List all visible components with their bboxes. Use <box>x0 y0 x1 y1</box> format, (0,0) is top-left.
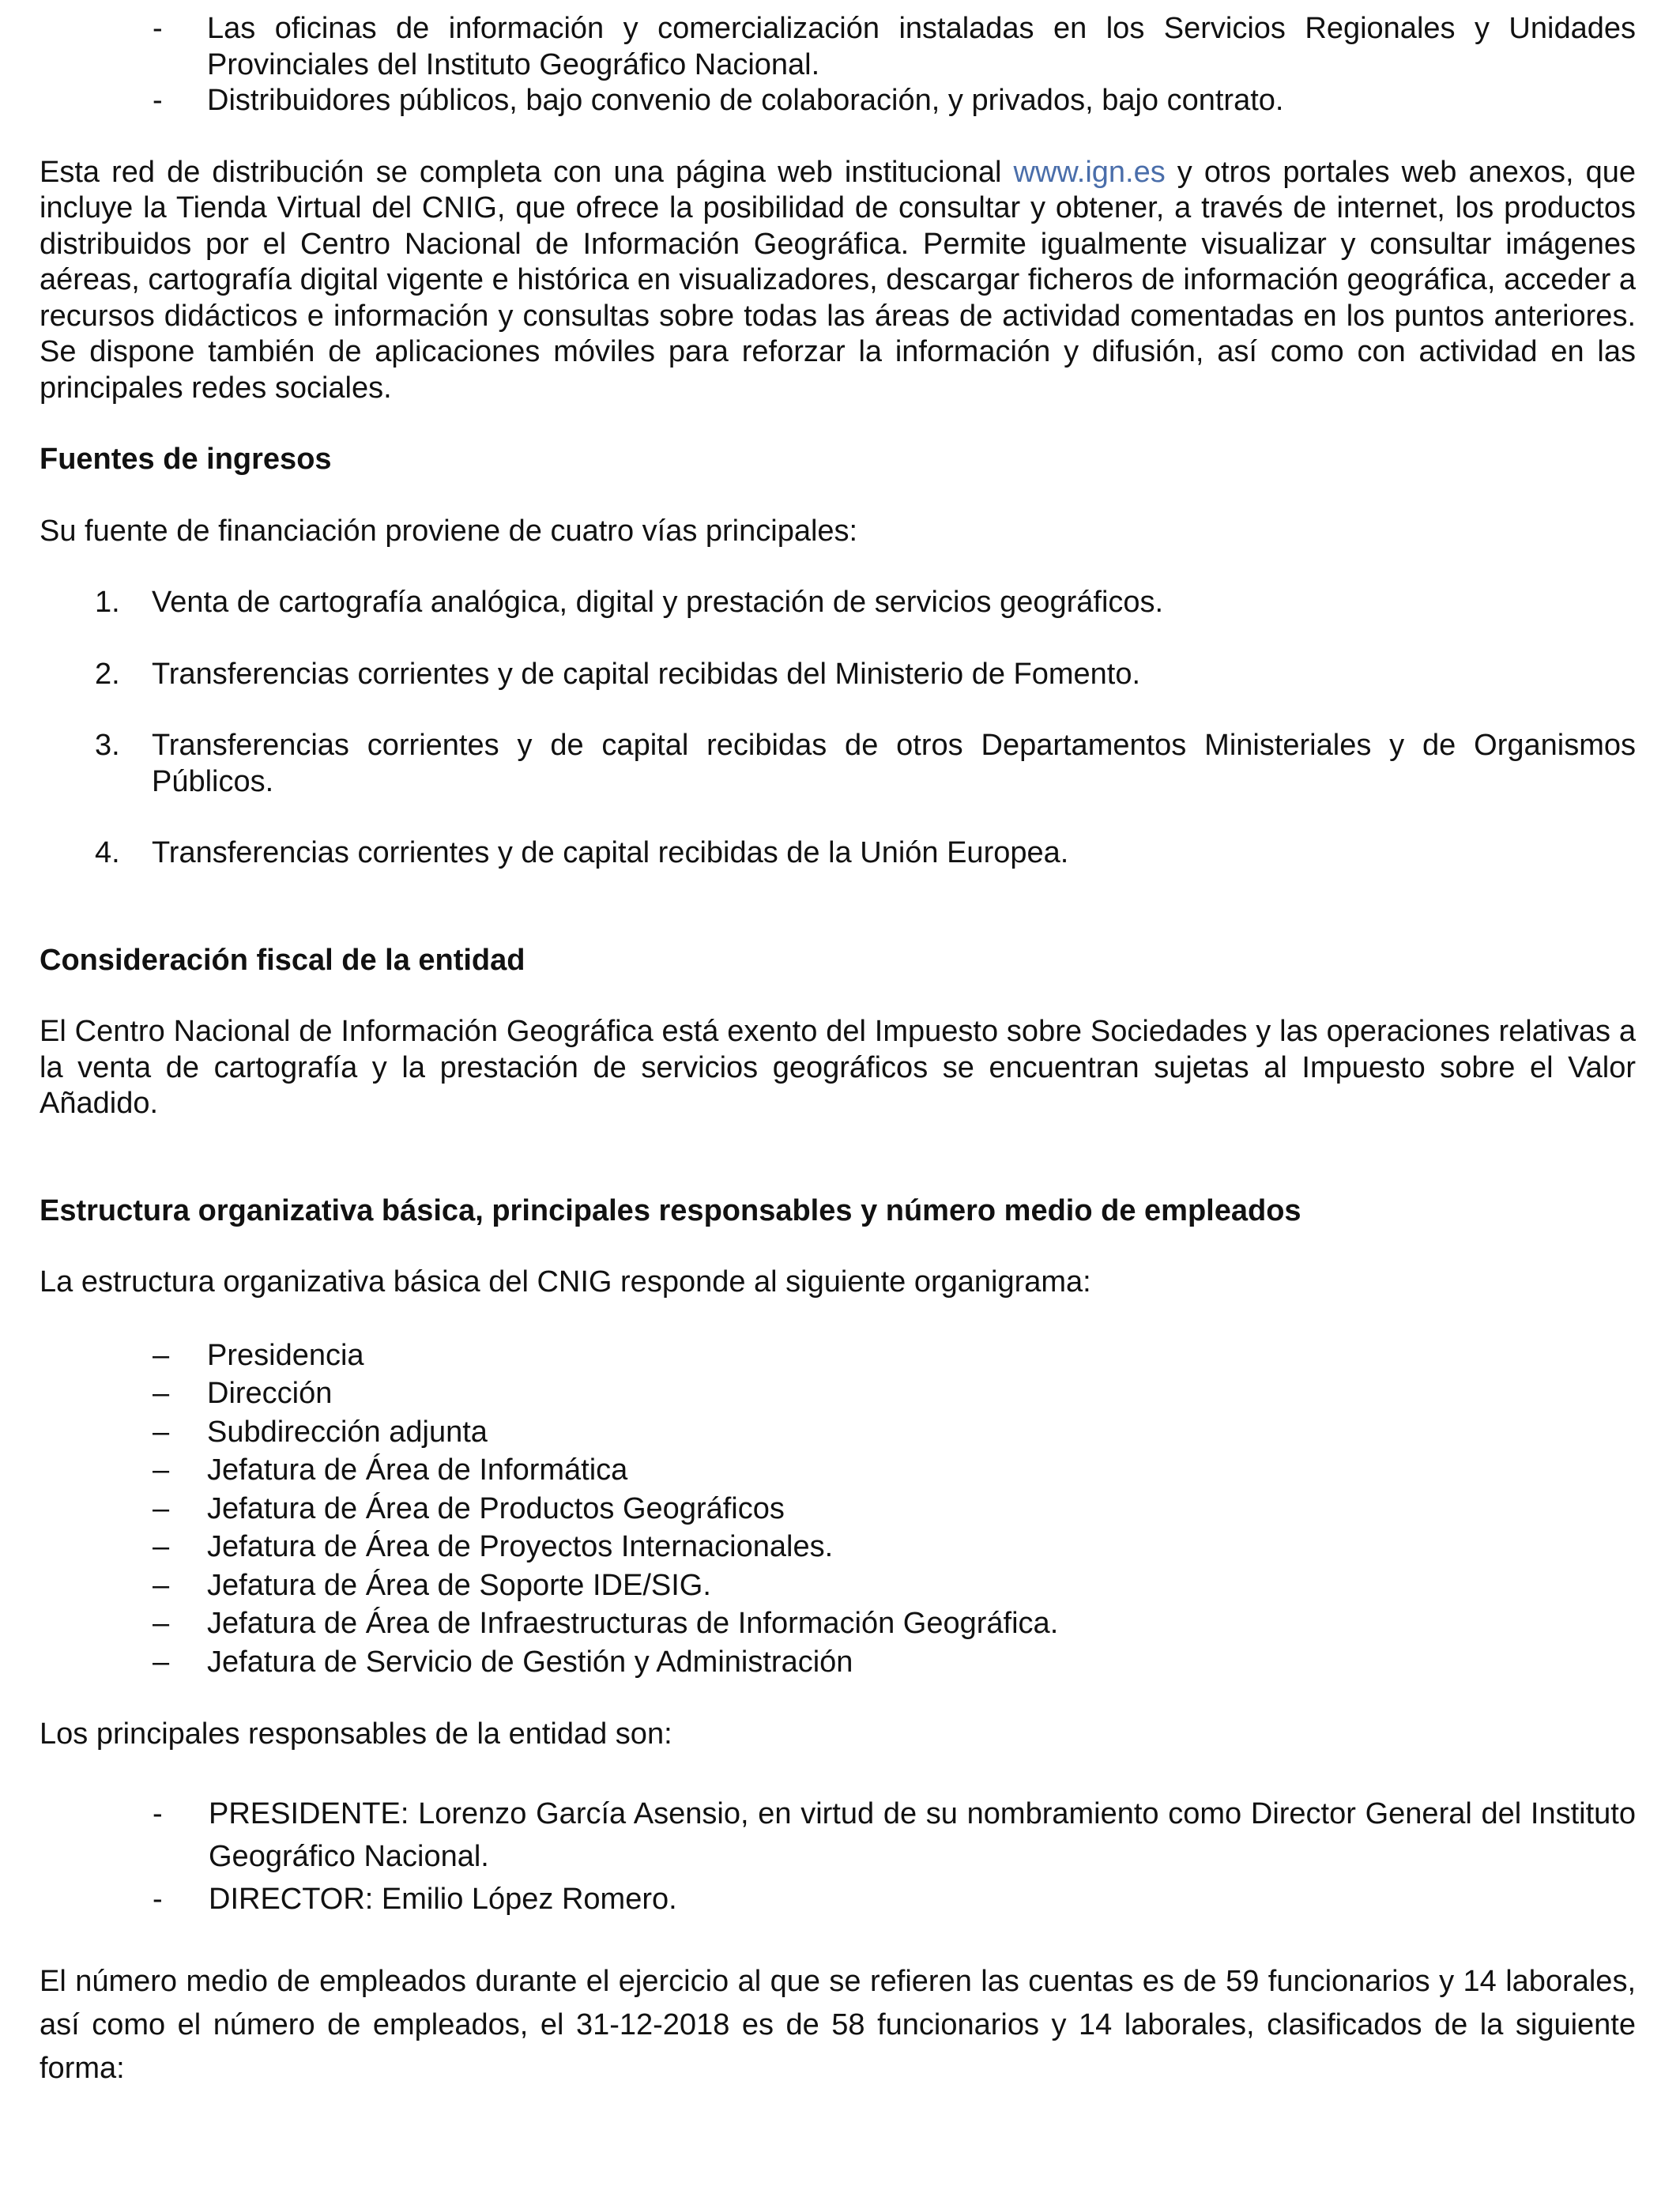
list-item <box>40 585 1636 621</box>
list-item <box>40 1793 1636 1878</box>
list-number: 1. <box>95 586 120 619</box>
dash-marker: – <box>153 1415 170 1449</box>
list-item <box>40 657 1636 693</box>
structure-heading: Estructura organizativa básica, principales responsables y número medio de empleados <box>40 1193 1301 1227</box>
dash-marker: - <box>153 1796 163 1830</box>
list-item-text: Jefatura de Área de Soporte IDE/SIG. <box>207 1568 711 1602</box>
dash-marker: – <box>153 1338 170 1372</box>
list-item-text: Jefatura de Área de Informática <box>207 1453 628 1487</box>
list-item <box>40 11 1636 83</box>
list-item-text: Subdirección adjunta <box>207 1415 488 1449</box>
list-item <box>40 1566 1636 1605</box>
list-item-text: Las oficinas de información y comercialización instaladas en los Servicios Regionales y Unidades Provinciales del Instituto Geográfico Nacional. <box>207 12 1636 81</box>
dash-marker: – <box>153 1453 170 1487</box>
fiscal-paragraph: El Centro Nacional de Información Geográfica está exento del Impuesto sobre Sociedades y las operaciones relativas a la venta de cartografía y la prestación de servicios geográficos se encuentran sujetas al Impuesto sobre el Valor Añadido. <box>40 1015 1636 1120</box>
distribution-list <box>40 11 1636 119</box>
list-item-text: Jefatura de Servicio de Gestión y Administración <box>207 1645 853 1679</box>
list-item-text: Transferencias corrientes y de capital recibidas de otros Departamentos Ministeriales y de Organismos Públicos. <box>152 729 1636 798</box>
list-item-text: Jefatura de Área de Infraestructuras de Información Geográfica. <box>207 1607 1059 1640</box>
responsables-intro: Los principales responsables de la entidad son: <box>40 1717 672 1751</box>
list-item <box>40 1336 1636 1375</box>
list-item-text: Venta de cartografía analógica, digital y prestación de servicios geográficos. <box>152 586 1164 619</box>
list-item-text: Transferencias corrientes y de capital recibidas del Ministerio de Fomento. <box>152 657 1141 691</box>
employees-paragraph: El número medio de empleados durante el ejercicio al que se refieren las cuentas es de 59 funcionarios y 14 laborales, así como el número de empleados, el 31-12-2018 es de 58 funcionarios y 14 laborales, clasificados de la siguiente forma: <box>40 1964 1636 2085</box>
income-list <box>40 585 1636 872</box>
list-item <box>40 1413 1636 1452</box>
network-text-after: y otros portales web anexos, que incluye la Tienda Virtual del CNIG, que ofrece la posibilidad de consultar y obtener, a través de internet, los productos distribuidos por el Centro Nacional de Información Geográfica. Permite igualmente visualizar y consultar imágenes aéreas, cartografía digital vigente e histórica en visualizadores, descargar ficheros de información geográfica, acceder a recursos didácticos e información y consultas sobre todas las áreas de actividad comentadas en los puntos anteriores. Se dispone también de aplicaciones móviles para reforzar la información y difusión, así como con actividad en las principales redes sociales. <box>40 155 1637 405</box>
network-text-before: Esta red de distribución se completa con una página web institucional <box>40 155 1014 189</box>
dash-marker: – <box>153 1491 170 1525</box>
list-number: 4. <box>95 836 120 869</box>
dash-marker: - <box>153 84 163 117</box>
list-item <box>40 83 1636 119</box>
income-intro: Su fuente de financiación proviene de cuatro vías principales: <box>40 514 858 548</box>
dash-marker: – <box>153 1645 170 1679</box>
ign-website-link[interactable]: www.ign.es <box>1013 155 1166 189</box>
list-item-text: DIRECTOR: Emilio López Romero. <box>209 1882 677 1916</box>
structure-intro: La estructura organizativa básica del CNIG responde al siguiente organigrama: <box>40 1265 1091 1299</box>
fiscal-heading: Consideración fiscal de la entidad <box>40 943 525 977</box>
list-item <box>40 835 1636 872</box>
list-item-text: PRESIDENTE: Lorenzo García Asensio, en virtud de su nombramiento como Director General del Instituto Geográfico Nacional. <box>209 1796 1636 1873</box>
dash-marker: – <box>153 1377 170 1410</box>
document-page <box>40 11 1636 2090</box>
list-number: 2. <box>95 657 120 691</box>
dash-marker: – <box>153 1568 170 1602</box>
income-heading: Fuentes de ingresos <box>40 443 332 476</box>
list-item-text: Jefatura de Área de Productos Geográficos <box>207 1491 785 1525</box>
list-number: 3. <box>95 729 120 762</box>
list-item-text: Distribuidores públicos, bajo convenio de colaboración, y privados, bajo contrato. <box>207 84 1284 117</box>
list-item <box>40 1878 1636 1921</box>
responsables-list <box>40 1793 1636 1921</box>
list-item <box>40 728 1636 800</box>
network-paragraph <box>40 155 1636 407</box>
list-item-text: Transferencias corrientes y de capital recibidas de la Unión Europea. <box>152 836 1069 869</box>
dash-marker: - <box>153 1882 163 1916</box>
list-item <box>40 1451 1636 1490</box>
list-item <box>40 1490 1636 1529</box>
list-item <box>40 1528 1636 1566</box>
list-item-text: Dirección <box>207 1377 333 1410</box>
list-item-text: Presidencia <box>207 1338 364 1372</box>
dash-marker: – <box>153 1607 170 1640</box>
list-item <box>40 1604 1636 1643</box>
dash-marker: - <box>153 12 163 45</box>
dash-marker: – <box>153 1530 170 1563</box>
org-chart-list <box>40 1336 1636 1682</box>
list-item-text: Jefatura de Área de Proyectos Internacionales. <box>207 1530 834 1563</box>
list-item <box>40 1374 1636 1413</box>
list-item <box>40 1643 1636 1682</box>
